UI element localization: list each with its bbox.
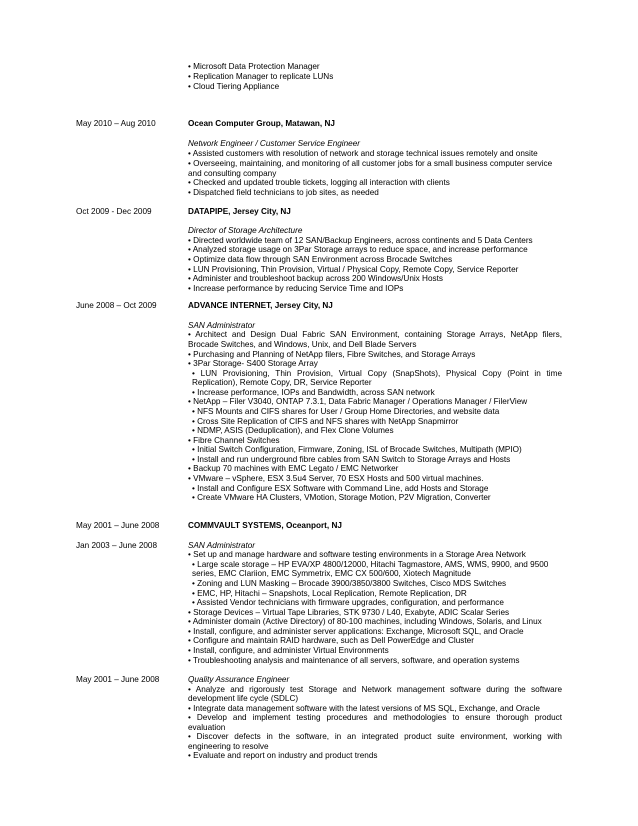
bullet-item: development life cycle (SDLC) (188, 694, 299, 703)
bullet-item: Brocade Switches, and Windows, Unix, and Dell Blade Servers (188, 340, 417, 349)
job-date: May 2001 – June 2008 (76, 521, 160, 530)
bullet-item: • 3Par Storage- S400 Storage Array (188, 359, 318, 368)
job-role: Director of Storage Architecture (188, 226, 303, 235)
bullet-item: • Zoning and LUN Masking – Brocade 3900/3850/3800 Switches, Cisco MDS Switches (192, 579, 507, 588)
bullet-item: • Configure and maintain RAID hardware, such as Dell PowerEdge and Cluster (188, 636, 474, 645)
bullet-item: • Large scale storage – HP EVA/XP 4800/12000, Hitachi Tagmastore, AMS, WMS, 9900, and 9500 (192, 560, 549, 569)
job-date: May 2010 – Aug 2010 (76, 119, 156, 128)
company-name: ADVANCE INTERNET, Jersey City, NJ (188, 301, 333, 310)
bullet-item: • Microsoft Data Protection Manager (188, 62, 320, 71)
bullet-item: • Develop and implement testing procedures and methodologies to ensure thorough product (188, 713, 562, 722)
bullet-item: • Create VMware HA Clusters, VMotion, Storage Motion, P2V Migration, Converter (192, 493, 491, 502)
bullet-item: • LUN Provisioning, Thin Provision, Virtual / Physical Copy, Remote Copy, Service Reporter (188, 265, 519, 274)
bullet-item: • Replication Manager to replicate LUNs (188, 72, 334, 81)
job-role: Quality Assurance Engineer (188, 675, 290, 684)
bullet-item: • Assisted Vendor technicians with firmware upgrades, configuration, and performance (192, 598, 504, 607)
bullet-item: • Analyzed storage usage on 3Par Storage arrays to reduce space, and increase performance (188, 245, 528, 254)
bullet-item: • VMware – vSphere, ESX 3.5u4 Server, 70 ESX Hosts and 500 virtual machines. (188, 474, 484, 483)
bullet-item: and consulting company (188, 169, 277, 178)
bullet-item: • Install and Configure ESX Software with Command Line, add Hosts and Storage (192, 484, 489, 493)
bullet-item: evaluation (188, 723, 226, 732)
bullet-item: • Evaluate and report on industry and product trends (188, 751, 378, 760)
bullet-item: • Discover defects in the software, in an integrated product suite environment, working with (188, 732, 562, 741)
bullet-item: • Initial Switch Configuration, Firmware, Zoning, ISL of Brocade Switches, Multipath (MPIO) (192, 445, 522, 454)
bullet-item: • Architect and Design Dual Fabric SAN Environment, containing Storage Arrays, NetApp filers, (188, 330, 562, 339)
bullet-item: • Analyze and rigorously test Storage and Network management software during the software (188, 685, 562, 694)
job-date: Jan 2003 – June 2008 (76, 541, 158, 550)
bullet-item: • Install and run underground fibre cables from SAN Switch to Storage Arrays and Hosts (192, 455, 511, 464)
job-date: May 2001 – June 2008 (76, 675, 160, 684)
bullet-item: • Optimize data flow through SAN Environment across Brocade Switches (188, 255, 453, 264)
bullet-item: • Install, configure, and administer Virtual Environments (188, 646, 389, 655)
bullet-item: series, EMC Clariion, EMC Symmetrix, EMC CX 500/600, Xiotech Magnitude (192, 569, 471, 578)
company-name: COMMVAULT SYSTEMS, Oceanport, NJ (188, 521, 342, 530)
bullet-item: • Administer and troubleshoot backup across 200 Windows/Unix Hosts (188, 274, 443, 283)
bullet-item: • Cross Site Replication of CIFS and NFS shares with NetApp Snapmirror (192, 417, 459, 426)
bullet-item: • Backup 70 machines with EMC Legato / EMC Networker (188, 464, 399, 473)
job-role: SAN Administrator (188, 541, 256, 550)
bullet-item: • Dispatched field technicians to job sites, as needed (188, 188, 379, 197)
job-date: Oct 2009 - Dec 2009 (76, 207, 152, 216)
bullet-item: • EMC, HP, Hitachi – Snapshots, Local Replication, Remote Replication, DR (192, 589, 467, 598)
bullet-item: • Set up and manage hardware and software testing environments in a Storage Area Network (188, 550, 526, 559)
bullet-item: • Cloud Tiering Appliance (188, 82, 280, 91)
bullet-item: • NFS Mounts and CIFS shares for User / Group Home Directories, and website data (192, 407, 500, 416)
company-name: DATAPIPE, Jersey City, NJ (188, 207, 291, 216)
bullet-item: • Increase performance, IOPs and Bandwidth, across SAN network (192, 388, 435, 397)
bullet-item: • Purchasing and Planning of NetApp filers, Fibre Switches, and Storage Arrays (188, 350, 476, 359)
bullet-item: • Fibre Channel Switches (188, 436, 280, 445)
bullet-item: • Troubleshooting analysis and maintenance of all servers, software, and operation systems (188, 656, 520, 665)
bullet-item: • NetApp – Filer V3040, ONTAP 7.3.1, Data Fabric Manager / Operations Manager / FilerView (188, 397, 528, 406)
bullet-item: • Assisted customers with resolution of network and storage technical issues remotely and onsite (188, 149, 538, 158)
bullet-item: • Increase performance by reducing Service Time and IOPs (188, 284, 404, 293)
bullet-item: • Install, configure, and administer server applications: Exchange, Microsoft SQL, and Oracle (188, 627, 524, 636)
bullet-item: • Overseeing, maintaining, and monitoring of all customer jobs for a small business computer service (188, 159, 553, 168)
job-role: Network Engineer / Customer Service Engineer (188, 139, 361, 148)
company-name: Ocean Computer Group, Matawan, NJ (188, 119, 335, 128)
bullet-item: • LUN Provisioning, Thin Provision, Virtual Copy (SnapShots), Physical Copy (Point in time (192, 369, 562, 378)
bullet-item: • Administer domain (Active Directory) of 80-100 machines, including Windows, Solaris, and Linux (188, 617, 542, 626)
job-date: June 2008 – Oct 2009 (76, 301, 157, 310)
bullet-item: engineering to resolve (188, 742, 269, 751)
bullet-item: • Checked and updated trouble tickets, logging all interaction with clients (188, 178, 450, 187)
bullet-item: Replication), Remote Copy, DR, Service Reporter (192, 378, 372, 387)
bullet-item: • Integrate data management software with the latest versions of MS SQL, Exchange, and Oracle (188, 704, 540, 713)
bullet-item: • Storage Devices – Virtual Tape Libraries, STK 9730 / L40, Exabyte, ADIC Scalar Series (188, 608, 510, 617)
bullet-item: • NDMP, ASIS (Deduplication), and Flex Clone Volumes (192, 426, 394, 435)
job-role: SAN Administrator (188, 321, 256, 330)
bullet-item: • Directed worldwide team of 12 SAN/Backup Engineers, across continents and 5 Data Centers (188, 236, 533, 245)
